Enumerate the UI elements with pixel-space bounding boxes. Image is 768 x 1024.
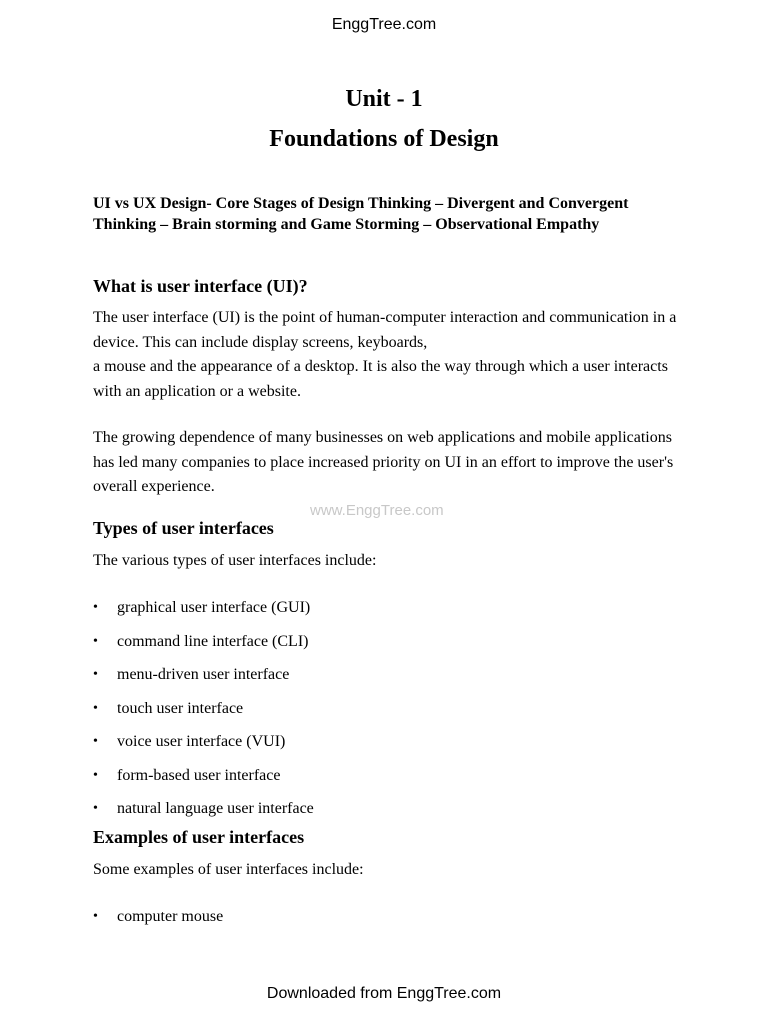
list-item-text: natural language user interface [117, 800, 314, 817]
list-item-text: graphical user interface (GUI) [117, 599, 311, 616]
page-title: Foundations of Design [269, 126, 499, 152]
bullet: • [93, 909, 98, 924]
list-item-text: command line interface (CLI) [117, 632, 309, 650]
bullet: • [93, 600, 98, 615]
list-item-text: menu-driven user interface [117, 666, 290, 683]
list-item [93, 732, 314, 766]
watermark: www.EnggTree.com [310, 502, 444, 519]
list-item [93, 699, 314, 733]
download-footer: Downloaded from EnggTree.com [266, 985, 502, 1002]
bullet: • [93, 801, 98, 816]
bullet: • [93, 633, 98, 649]
list-item [93, 632, 314, 666]
syllabus-topics: UI vs UX Design- Core Stages of Design Thinking – Divergent and Convergent Thinking – Brain storming and Game Storming – Observational Empathy [93, 195, 629, 233]
examples-list [93, 907, 223, 941]
types-list [93, 598, 314, 833]
list-item-text: computer mouse [117, 908, 224, 925]
types-intro: The various types of user interfaces include: [93, 552, 377, 569]
ui-priority-paragraph: The growing dependence of many businesses on web applications and mobile applications has led many companies to place increased priority on UI in an effort to improve the user's overall experience. [93, 429, 674, 495]
list-item-text: form-based user interface [117, 766, 281, 784]
paragraph-line-group: The user interface (UI) is the point of human-computer interaction and communication in a device. This can include display screens, keyboards, [93, 309, 677, 351]
site-header: EnggTree.com [331, 16, 437, 33]
heading-types: Types of user interfaces [93, 518, 274, 538]
unit-title: Unit - 1 [345, 86, 423, 112]
list-item [93, 907, 223, 941]
list-item [93, 766, 314, 800]
heading-examples: Examples of user interfaces [93, 827, 305, 847]
paragraph-line-group: a mouse and the appearance of a desktop. It is also the way through which a user interacts with an application or a website. [93, 358, 668, 400]
examples-intro: Some examples of user interfaces include: [93, 861, 364, 878]
list-item [93, 598, 314, 632]
heading-what-is-ui: What is user interface (UI)? [93, 276, 308, 296]
bullet: • [93, 700, 98, 716]
bullet: • [93, 767, 98, 783]
bullet: • [93, 667, 98, 682]
bullet: • [93, 734, 98, 749]
list-item [93, 665, 314, 699]
list-item-text: voice user interface (VUI) [117, 733, 286, 750]
list-item-text: touch user interface [117, 699, 244, 717]
what-is-ui-paragraph [93, 306, 683, 404]
